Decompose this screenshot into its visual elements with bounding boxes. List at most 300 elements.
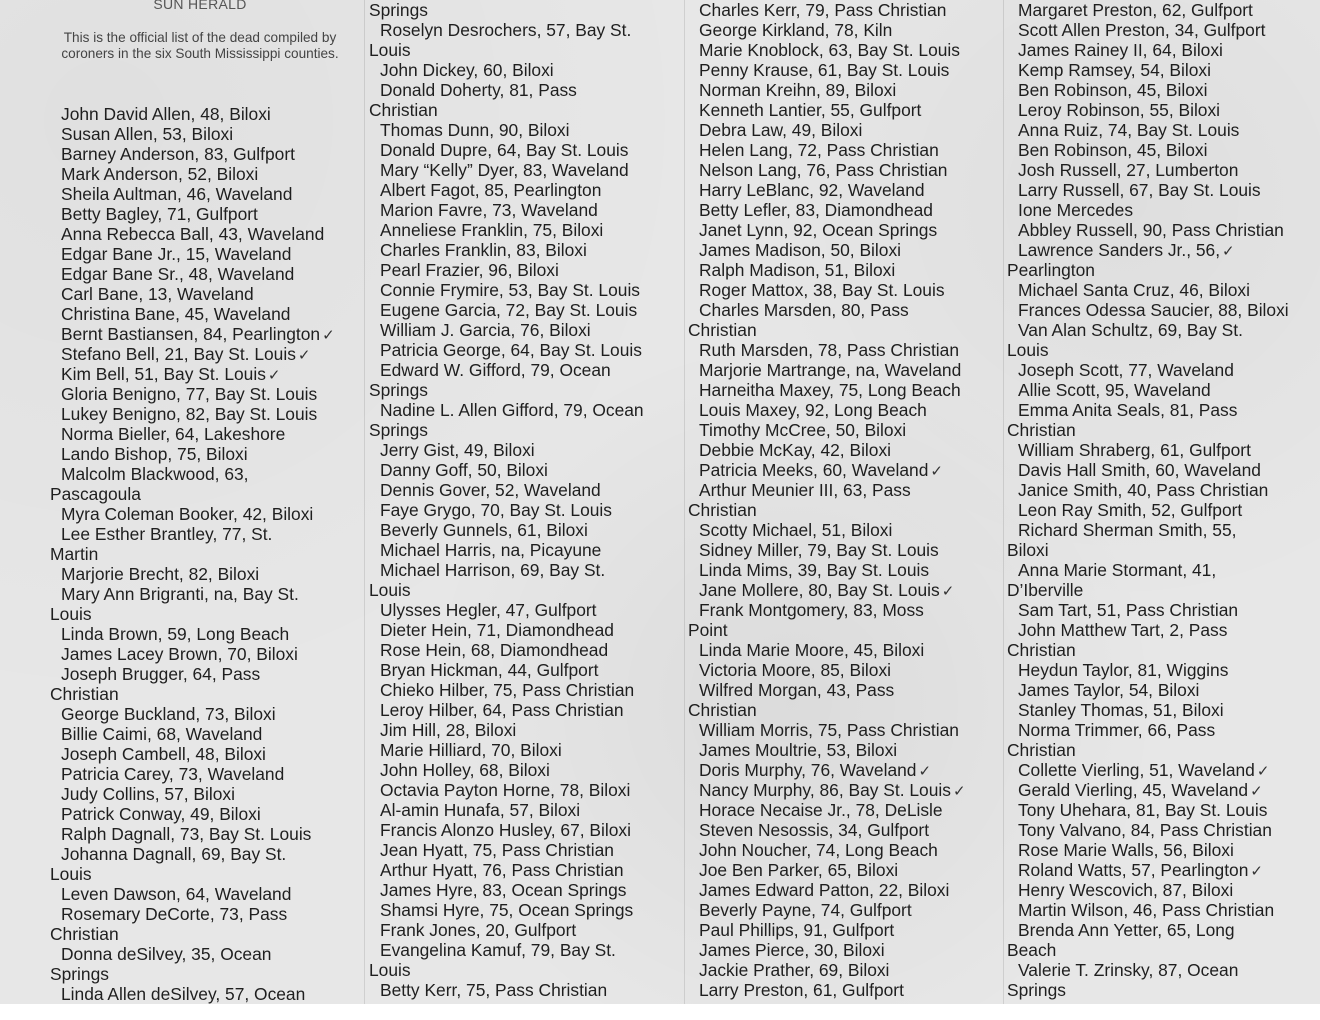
- name-entry: [1007, 360, 1317, 380]
- name-entry: [688, 560, 1004, 580]
- name-entry: [50, 584, 366, 604]
- name-entry: [369, 260, 685, 280]
- name-entry: [688, 200, 1004, 220]
- entry-text: Rose Hein, 68, Diamondhead: [380, 640, 609, 660]
- name-entry: [50, 844, 366, 864]
- entry-text: Norman Kreihn, 89, Biloxi: [699, 80, 897, 100]
- name-entry: [688, 600, 1004, 620]
- entry-text: Springs: [369, 0, 428, 20]
- name-entry-continuation: [688, 700, 1004, 720]
- name-entry: [50, 384, 366, 404]
- name-entry: [1007, 560, 1317, 580]
- name-entry: [688, 180, 1004, 200]
- name-entry: [369, 800, 685, 820]
- entry-text: Jerry Gist, 49, Biloxi: [380, 440, 535, 460]
- entry-text: Danny Goff, 50, Biloxi: [380, 460, 548, 480]
- name-entry: [688, 840, 1004, 860]
- name-entry-continuation: [1007, 980, 1317, 1000]
- entry-text: Betty Bagley, 71, Gulfport: [61, 204, 258, 224]
- entry-text: Larry Russell, 67, Bay St. Louis: [1018, 180, 1261, 200]
- name-entry: [369, 180, 685, 200]
- name-entry: [688, 400, 1004, 420]
- entry-text: James Moultrie, 53, Biloxi: [699, 740, 898, 760]
- entry-text: Stefano Bell, 21, Bay St. Louis: [61, 344, 296, 364]
- name-entry: [50, 784, 366, 804]
- name-entry: [1007, 620, 1317, 640]
- entry-text: Patricia Meeks, 60, Waveland: [699, 460, 929, 480]
- entry-text: Rosemary DeCorte, 73, Pass: [61, 904, 288, 924]
- entry-text: Sidney Miller, 79, Bay St. Louis: [699, 540, 939, 560]
- name-entry: [688, 280, 1004, 300]
- name-entry: [688, 860, 1004, 880]
- entry-text: Janice Smith, 40, Pass Christian: [1018, 480, 1269, 500]
- name-entry: [50, 664, 366, 684]
- entry-text: Nancy Murphy, 86, Bay St. Louis: [699, 780, 951, 800]
- entry-text: Chieko Hilber, 75, Pass Christian: [380, 680, 635, 700]
- entry-text: Pearlington: [1007, 260, 1095, 280]
- name-entry: [688, 680, 1004, 700]
- name-entry-continuation: [50, 484, 366, 504]
- entry-text: Sheila Aultman, 46, Waveland: [61, 184, 293, 204]
- name-entry: [50, 564, 366, 584]
- entry-text: Debra Law, 49, Biloxi: [699, 120, 863, 140]
- name-entry: [688, 640, 1004, 660]
- name-entry: [1007, 520, 1317, 540]
- entry-text: Albert Fagot, 85, Pearlington: [380, 180, 602, 200]
- name-entry: [1007, 880, 1317, 900]
- entry-text: Nadine L. Allen Gifford, 79, Ocean: [380, 400, 644, 420]
- name-entry: [688, 380, 1004, 400]
- name-entry: [1007, 460, 1317, 480]
- name-entry-continuation: [50, 544, 366, 564]
- name-entry: [688, 960, 1004, 980]
- entry-text: Francis Alonzo Husley, 67, Biloxi: [380, 820, 631, 840]
- entry-text: James Lacey Brown, 70, Biloxi: [61, 644, 298, 664]
- entry-text: Doris Murphy, 76, Waveland: [699, 760, 917, 780]
- entry-text: Judy Collins, 57, Biloxi: [61, 784, 235, 804]
- name-entry-continuation: [1007, 940, 1317, 960]
- name-entry: [1007, 280, 1317, 300]
- name-entry: [369, 480, 685, 500]
- name-entry-continuation: [688, 320, 1004, 340]
- entry-text: Allie Scott, 95, Waveland: [1018, 380, 1211, 400]
- entry-text: Martin Wilson, 46, Pass Christian: [1018, 900, 1275, 920]
- entry-text: Harry LeBlanc, 92, Waveland: [699, 180, 925, 200]
- entry-text: Malcolm Blackwood, 63,: [61, 464, 249, 484]
- name-entry: [688, 720, 1004, 740]
- entry-text: Heydun Taylor, 81, Wiggins: [1018, 660, 1229, 680]
- entry-text: Josh Russell, 27, Lumberton: [1018, 160, 1239, 180]
- entry-text: Lukey Benigno, 82, Bay St. Louis: [61, 404, 318, 424]
- name-entry: [369, 80, 685, 100]
- entry-text: Collette Vierling, 51, Waveland: [1018, 760, 1255, 780]
- entry-text: Marion Favre, 73, Waveland: [380, 200, 598, 220]
- name-entry: [688, 520, 1004, 540]
- name-entry: [1007, 760, 1317, 780]
- name-entry: [50, 284, 366, 304]
- entry-text: Edgar Bane Jr., 15, Waveland: [61, 244, 292, 264]
- entry-text: Lawrence Sanders Jr., 56,: [1018, 240, 1221, 260]
- name-entry: [1007, 240, 1317, 260]
- entry-text: Charles Kerr, 79, Pass Christian: [699, 0, 947, 20]
- name-entry: [1007, 160, 1317, 180]
- entry-text: Margaret Preston, 62, Gulfport: [1018, 0, 1253, 20]
- entry-text: Steven Nesossis, 34, Gulfport: [699, 820, 930, 840]
- entry-text: James Hyre, 83, Ocean Springs: [380, 880, 627, 900]
- name-entry: [688, 780, 1004, 800]
- name-entry: [369, 660, 685, 680]
- entry-text: Springs: [1007, 980, 1066, 1000]
- entry-text: Frank Jones, 20, Gulfport: [380, 920, 577, 940]
- entry-text: Al-amin Hunafa, 57, Biloxi: [380, 800, 581, 820]
- entry-text: Octavia Payton Horne, 78, Biloxi: [380, 780, 631, 800]
- name-entry: [688, 900, 1004, 920]
- entry-text: John David Allen, 48, Biloxi: [61, 104, 271, 124]
- entry-text: William J. Garcia, 76, Biloxi: [380, 320, 591, 340]
- entry-text: Horace Necaise Jr., 78, DeLisle: [699, 800, 943, 820]
- entry-text: Wilfred Morgan, 43, Pass: [699, 680, 895, 700]
- entry-text: Leroy Hilber, 64, Pass Christian: [380, 700, 624, 720]
- name-entry: [688, 360, 1004, 380]
- name-entry: [688, 920, 1004, 940]
- name-entry: [369, 140, 685, 160]
- entry-text: Evangelina Kamuf, 79, Bay St.: [380, 940, 616, 960]
- entry-text: Patricia Carey, 73, Waveland: [61, 764, 285, 784]
- entry-text: Stanley Thomas, 51, Biloxi: [1018, 700, 1224, 720]
- entry-text: Mark Anderson, 52, Biloxi: [61, 164, 259, 184]
- name-entry: [369, 220, 685, 240]
- entry-text: Eugene Garcia, 72, Bay St. Louis: [380, 300, 638, 320]
- name-entry: [369, 60, 685, 80]
- entry-text: John Holley, 68, Biloxi: [380, 760, 550, 780]
- entry-text: Timothy McCree, 50, Biloxi: [699, 420, 907, 440]
- entry-text: Leven Dawson, 64, Waveland: [61, 884, 292, 904]
- name-entry: [688, 740, 1004, 760]
- name-entry: [688, 120, 1004, 140]
- name-entry: [50, 124, 366, 144]
- name-entry: [50, 504, 366, 524]
- entry-text: Louis: [50, 604, 92, 624]
- name-entry: [688, 20, 1004, 40]
- name-entry: [50, 524, 366, 544]
- name-entry-continuation: [369, 960, 685, 980]
- entry-text: Carl Bane, 13, Waveland: [61, 284, 254, 304]
- entry-text: Betty Lefler, 83, Diamondhead: [699, 200, 933, 220]
- name-entry: [50, 704, 366, 724]
- name-entry-continuation: [1007, 340, 1317, 360]
- entry-text: Anna Rebecca Ball, 43, Waveland: [61, 224, 325, 244]
- name-entry: [369, 460, 685, 480]
- name-entry: [50, 224, 366, 244]
- entry-text: Leroy Robinson, 55, Biloxi: [1018, 100, 1221, 120]
- entry-text: Scott Allen Preston, 34, Gulfport: [1018, 20, 1266, 40]
- name-entry: [1007, 820, 1317, 840]
- entry-text: Linda Allen deSilvey, 57, Ocean: [61, 984, 306, 1004]
- intro-text: This is the official list of the dead compiled by coroners in the six South Mississippi counties.: [61, 30, 339, 61]
- name-entry: [1007, 180, 1317, 200]
- entry-text: Thomas Dunn, 90, Biloxi: [380, 120, 570, 140]
- entry-text: Lee Esther Brantley, 77, St.: [61, 524, 273, 544]
- name-entry-continuation: [369, 580, 685, 600]
- entry-text: Christian: [1007, 640, 1076, 660]
- handwritten-check-icon: ✓: [1222, 242, 1235, 260]
- entry-text: Christian: [688, 500, 757, 520]
- entry-text: Ben Robinson, 45, Biloxi: [1018, 80, 1208, 100]
- name-entry: [688, 800, 1004, 820]
- name-entry: [1007, 140, 1317, 160]
- entry-text: D’Iberville: [1007, 580, 1084, 600]
- entry-text: Patricia George, 64, Bay St. Louis: [380, 340, 642, 360]
- name-entry-continuation: [688, 620, 1004, 640]
- name-entry: [50, 644, 366, 664]
- name-entry: [1007, 700, 1317, 720]
- name-entry: [688, 480, 1004, 500]
- entry-text: Joseph Brugger, 64, Pass: [61, 664, 261, 684]
- entry-text: Charles Marsden, 80, Pass: [699, 300, 909, 320]
- name-entry: [50, 824, 366, 844]
- name-entry: [369, 860, 685, 880]
- entry-text: Christian: [688, 700, 757, 720]
- name-entry: [1007, 960, 1317, 980]
- entry-text: Christian: [50, 684, 119, 704]
- entry-text: Roselyn Desrochers, 57, Bay St.: [380, 20, 632, 40]
- entry-text: Henry Wescovich, 87, Biloxi: [1018, 880, 1234, 900]
- entry-text: Martin: [50, 544, 99, 564]
- entry-text: Jackie Prather, 69, Biloxi: [699, 960, 890, 980]
- name-entry: [369, 120, 685, 140]
- name-entry: [50, 344, 366, 364]
- handwritten-check-icon: ✓: [267, 366, 281, 384]
- name-entry-continuation: [369, 380, 685, 400]
- name-entry-continuation: [50, 924, 366, 944]
- entry-text: Linda Marie Moore, 45, Biloxi: [699, 640, 925, 660]
- entry-text: Harneitha Maxey, 75, Long Beach: [699, 380, 961, 400]
- name-entry: [369, 360, 685, 380]
- name-entry-continuation: [1007, 260, 1317, 280]
- name-entry: [369, 600, 685, 620]
- name-entry: [1007, 100, 1317, 120]
- name-entry: [369, 920, 685, 940]
- entry-text: Beverly Payne, 74, Gulfport: [699, 900, 912, 920]
- name-entry: [688, 140, 1004, 160]
- name-entry: [688, 220, 1004, 240]
- name-entry: [50, 324, 366, 344]
- entry-text: Anneliese Franklin, 75, Biloxi: [380, 220, 604, 240]
- entry-text: Christian: [50, 924, 119, 944]
- entry-text: Scotty Michael, 51, Biloxi: [699, 520, 893, 540]
- name-entry: [1007, 680, 1317, 700]
- entry-text: Christian: [1007, 420, 1076, 440]
- name-entry: [1007, 440, 1317, 460]
- entry-text: Jane Mollere, 80, Bay St. Louis: [699, 580, 940, 600]
- newspaper-source: SUN HERALD: [153, 0, 247, 12]
- name-entry: [369, 940, 685, 960]
- name-entry-continuation: [1007, 640, 1317, 660]
- entry-text: Joseph Scott, 77, Waveland: [1018, 360, 1234, 380]
- entry-text: Norma Trimmer, 66, Pass: [1018, 720, 1216, 740]
- entry-text: Louis: [369, 580, 411, 600]
- entry-text: Louis: [1007, 340, 1049, 360]
- name-entry: [688, 580, 1004, 600]
- entry-text: Sam Tart, 51, Pass Christian: [1018, 600, 1239, 620]
- name-entry: [369, 340, 685, 360]
- entry-text: John Noucher, 74, Long Beach: [699, 840, 938, 860]
- name-entry: [369, 200, 685, 220]
- entry-text: James Edward Patton, 22, Biloxi: [699, 880, 950, 900]
- entry-text: John Dickey, 60, Biloxi: [380, 60, 554, 80]
- name-entry: [369, 520, 685, 540]
- entry-text: Frances Odessa Saucier, 88, Biloxi: [1018, 300, 1289, 320]
- entry-text: Anna Ruiz, 74, Bay St. Louis: [1018, 120, 1240, 140]
- entry-text: Betty Kerr, 75, Pass Christian: [380, 980, 608, 1000]
- entry-text: Point: [688, 620, 728, 640]
- handwritten-check-icon: ✓: [1250, 862, 1263, 880]
- names-column-3: [688, 0, 1004, 1000]
- name-entry: [1007, 400, 1317, 420]
- name-entry: [50, 144, 366, 164]
- name-entry: [688, 760, 1004, 780]
- entry-text: Ben Robinson, 45, Biloxi: [1018, 140, 1208, 160]
- name-entry: [369, 700, 685, 720]
- name-entry: [50, 724, 366, 744]
- entry-text: Mary Ann Brigranti, na, Bay St.: [61, 584, 299, 604]
- header: [50, 0, 350, 62]
- name-entry: [50, 104, 366, 124]
- entry-text: Beverly Gunnels, 61, Biloxi: [380, 520, 588, 540]
- name-entry: [50, 304, 366, 324]
- name-entry: [1007, 200, 1317, 220]
- entry-text: William Shraberg, 61, Gulfport: [1018, 440, 1251, 460]
- entry-text: Paul Phillips, 91, Gulfport: [699, 920, 895, 940]
- entry-text: Donna deSilvey, 35, Ocean: [61, 944, 272, 964]
- entry-text: Christian: [369, 100, 438, 120]
- entry-text: Jean Hyatt, 75, Pass Christian: [380, 840, 614, 860]
- entry-text: Beach: [1007, 940, 1057, 960]
- entry-text: Marjorie Martrange, na, Waveland: [699, 360, 962, 380]
- entry-text: Victoria Moore, 85, Biloxi: [699, 660, 892, 680]
- name-entry-continuation: [688, 500, 1004, 520]
- entry-text: Davis Hall Smith, 60, Waveland: [1018, 460, 1261, 480]
- entry-text: Biloxi: [1007, 540, 1049, 560]
- entry-text: Mary “Kelly” Dyer, 83, Waveland: [380, 160, 629, 180]
- name-entry-continuation: [369, 40, 685, 60]
- name-entry: [369, 900, 685, 920]
- name-entry-continuation: [1007, 580, 1317, 600]
- name-entry-continuation: [50, 604, 366, 624]
- entry-text: Janet Lynn, 92, Ocean Springs: [699, 220, 938, 240]
- entry-text: William Morris, 75, Pass Christian: [699, 720, 959, 740]
- entry-text: Springs: [50, 964, 109, 984]
- name-entry: [688, 40, 1004, 60]
- entry-text: George Buckland, 73, Biloxi: [61, 704, 276, 724]
- entry-text: Emma Anita Seals, 81, Pass: [1018, 400, 1238, 420]
- name-entry: [369, 840, 685, 860]
- names-column-2: [369, 0, 685, 1000]
- entry-text: Faye Grygo, 70, Bay St. Louis: [380, 500, 612, 520]
- name-entry: [369, 760, 685, 780]
- entry-text: Arthur Hyatt, 76, Pass Christian: [380, 860, 624, 880]
- entry-text: Roland Watts, 57, Pearlington: [1018, 860, 1249, 880]
- entry-text: Richard Sherman Smith, 55,: [1018, 520, 1237, 540]
- entry-text: Pearl Frazier, 96, Biloxi: [380, 260, 559, 280]
- name-entry: [1007, 120, 1317, 140]
- name-entry-continuation: [50, 864, 366, 884]
- name-entry-continuation: [369, 100, 685, 120]
- name-entry: [369, 780, 685, 800]
- name-entry: [369, 540, 685, 560]
- name-entry: [688, 80, 1004, 100]
- entry-text: Roger Mattox, 38, Bay St. Louis: [699, 280, 945, 300]
- name-entry: [369, 980, 685, 1000]
- name-entry: [688, 240, 1004, 260]
- name-entry: [1007, 500, 1317, 520]
- entry-text: Bernt Bastiansen, 84, Pearlington: [61, 324, 321, 344]
- entry-text: James Madison, 50, Biloxi: [699, 240, 902, 260]
- name-entry: [688, 420, 1004, 440]
- name-entry: [50, 764, 366, 784]
- name-entry: [369, 640, 685, 660]
- name-entry: [50, 364, 366, 384]
- entry-text: Debbie McKay, 42, Biloxi: [699, 440, 892, 460]
- entry-text: Rose Marie Walls, 56, Biloxi: [1018, 840, 1234, 860]
- entry-text: Louis: [369, 960, 411, 980]
- entry-text: Christian: [688, 320, 757, 340]
- entry-text: Valerie T. Zrinsky, 87, Ocean: [1018, 960, 1239, 980]
- handwritten-check-icon: ✓: [297, 346, 311, 364]
- entry-text: Tony Uhehara, 81, Bay St. Louis: [1018, 800, 1268, 820]
- name-entry: [369, 280, 685, 300]
- name-entry: [369, 320, 685, 340]
- name-entry: [1007, 600, 1317, 620]
- name-entry: [1007, 40, 1317, 60]
- entry-text: Johanna Dagnall, 69, Bay St.: [61, 844, 287, 864]
- name-entry: [1007, 720, 1317, 740]
- entry-text: Abbley Russell, 90, Pass Christian: [1018, 220, 1284, 240]
- name-entry: [369, 740, 685, 760]
- entry-text: Marie Knoblock, 63, Bay St. Louis: [699, 40, 960, 60]
- entry-text: Brenda Ann Yetter, 65, Long: [1018, 920, 1235, 940]
- name-entry: [688, 940, 1004, 960]
- name-entry: [50, 444, 366, 464]
- name-entry-continuation: [50, 684, 366, 704]
- names-column-1: [50, 104, 366, 1004]
- name-entry: [50, 624, 366, 644]
- name-entry: [50, 404, 366, 424]
- name-entry: [1007, 380, 1317, 400]
- names-column-4: [1007, 0, 1317, 1000]
- entry-text: Norma Bieller, 64, Lakeshore: [61, 424, 286, 444]
- name-entry: [369, 20, 685, 40]
- name-entry: [688, 0, 1004, 20]
- entry-text: Michael Harrison, 69, Bay St.: [380, 560, 606, 580]
- entry-text: Pascagoula: [50, 484, 141, 504]
- entry-text: Joseph Cambell, 48, Biloxi: [61, 744, 266, 764]
- name-entry: [688, 260, 1004, 280]
- entry-text: Susan Allen, 53, Biloxi: [61, 124, 234, 144]
- entry-text: Marie Hilliard, 70, Biloxi: [380, 740, 562, 760]
- name-entry: [369, 680, 685, 700]
- name-entry: [688, 540, 1004, 560]
- entry-text: Frank Montgomery, 83, Moss: [699, 600, 924, 620]
- name-entry: [50, 244, 366, 264]
- name-entry: [1007, 860, 1317, 880]
- name-entry-continuation: [369, 420, 685, 440]
- name-entry: [688, 440, 1004, 460]
- entry-text: Christian: [1007, 740, 1076, 760]
- entry-text: Michael Harris, na, Picayune: [380, 540, 602, 560]
- name-entry: [369, 400, 685, 420]
- handwritten-check-icon: ✓: [1250, 782, 1263, 800]
